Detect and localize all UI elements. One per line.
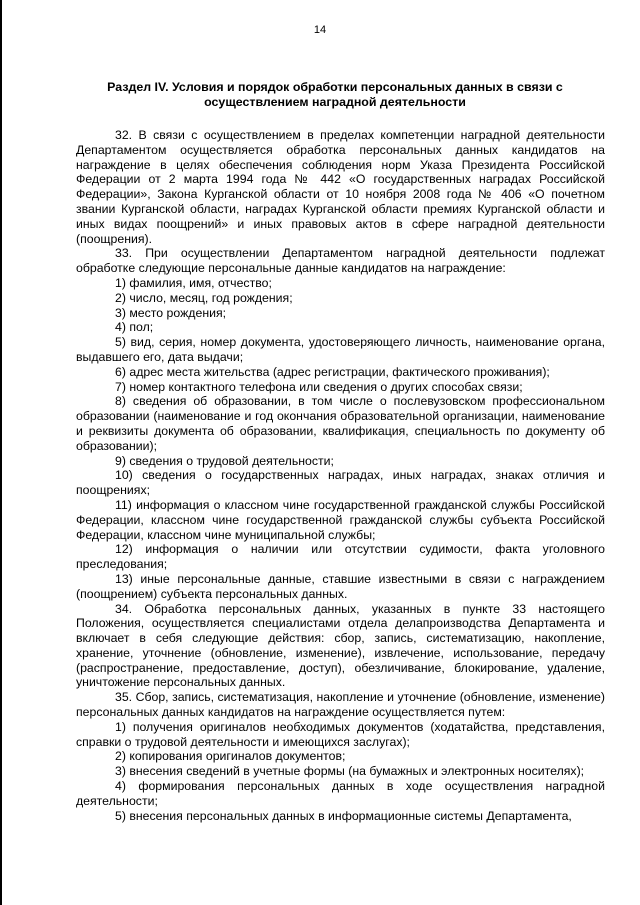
list-item: 9) сведения о трудовой деятельности; <box>115 453 334 468</box>
body-text <box>76 128 605 823</box>
paragraph: 33. При осуществлении Департаментом наградной деятельности подлежат обработке следующие персональные данные кандидатов на награждение: <box>76 246 605 276</box>
paragraph: 35. Сбор, запись, систематизация, накопление и уточнение (обновление, изменение) персональных данных кандидатов на награждение осуществляется путем: <box>76 690 605 720</box>
section-heading: Раздел IV. Условия и порядок обработки персональных данных в связи с осуществлением наградной деятельности <box>107 80 563 109</box>
list-item: 4) формирования персональных данных в ходе осуществления наградной деятельности; <box>76 779 605 808</box>
list-item: 2) число, месяц, год рождения; <box>115 290 293 305</box>
scan-edge <box>0 0 2 905</box>
list-item: 11) информация о классном чине государственной гражданской службы Российской Федерации, классном чине государственной гражданской службы субъекта Российской Федерации, классном чине муниципальной службы; <box>76 497 605 542</box>
list-item: 13) иные персональные данные, ставшие известными в связи с награждением (поощрением) субъекта персональных данных. <box>76 571 605 601</box>
list-item: 5) внесения персональных данных в информационные системы Департамента, <box>115 808 572 823</box>
list-item: 12) информация о наличии или отсутствии судимости, факта уголовного преследования; <box>76 542 605 572</box>
list-item: 10) сведения о государственных наградах, иных наградах, знаках отличия и поощрениях; <box>76 468 605 498</box>
list-item: 1) получения оригиналов необходимых документов (ходатайства, представления, справки о трудовой деятельности и имеющихся заслугах); <box>76 719 605 749</box>
page-number: 14 <box>313 24 327 36</box>
list-item: 8) сведения об образовании, в том числе о послевузовском профессиональном образовании (наименование и год окончания образовательной организации, наименование и реквизиты документа об образовании, квалификация, специальность по документу об образовании); <box>76 394 605 453</box>
list-item: 1) фамилия, имя, отчество; <box>115 275 272 290</box>
list-item: 3) внесения сведений в учетные формы (на бумажных и электронных носителях); <box>115 764 585 779</box>
paragraph: 34. Обработка персональных данных, указанных в пункте 33 настоящего Положения, осуществляется специалистами отдела делапроизводства Департамента и включает в себя следующие действия: сбор, запись, систематизацию, накопление, хранение, уточнение (обновление, изменение), извлечение, использование, передачу (распространение, предоставление, доступ), обезличивание, блокирование, удаление, уничтожение персональных данных. <box>76 601 605 690</box>
list-item: 6) адрес места жительства (адрес регистрации, фактического проживания); <box>115 364 550 379</box>
list-item: 3) место рождения; <box>115 305 227 320</box>
list-item: 7) номер контактного телефона или сведения о других способах связи; <box>115 379 523 394</box>
list-item: 2) копирования оригиналов документов; <box>115 749 346 764</box>
paragraph: 32. В связи с осуществлением в пределах компетенции наградной деятельности Департаментом осуществляется обработка персональных данных кандидатов на награждение в целях обеспечения соблюдения норм Указа Президента Российской Федерации от 2 марта 1994 года № 442 «О государственных наградах Российской Федерации», Закона Курганской области от 10 ноября 2008 года № 406 «О почетном звании Курганской области, наградах Курганской области премиях Курганской области и иных видах поощрений» и иных правовых актов в сфере наградной деятельности (поощрения). <box>76 128 605 246</box>
list-item: 5) вид, серия, номер документа, удостоверяющего личность, наименование органа, выдавшего его, дата выдачи; <box>76 335 605 364</box>
list-item: 4) пол; <box>115 320 154 335</box>
